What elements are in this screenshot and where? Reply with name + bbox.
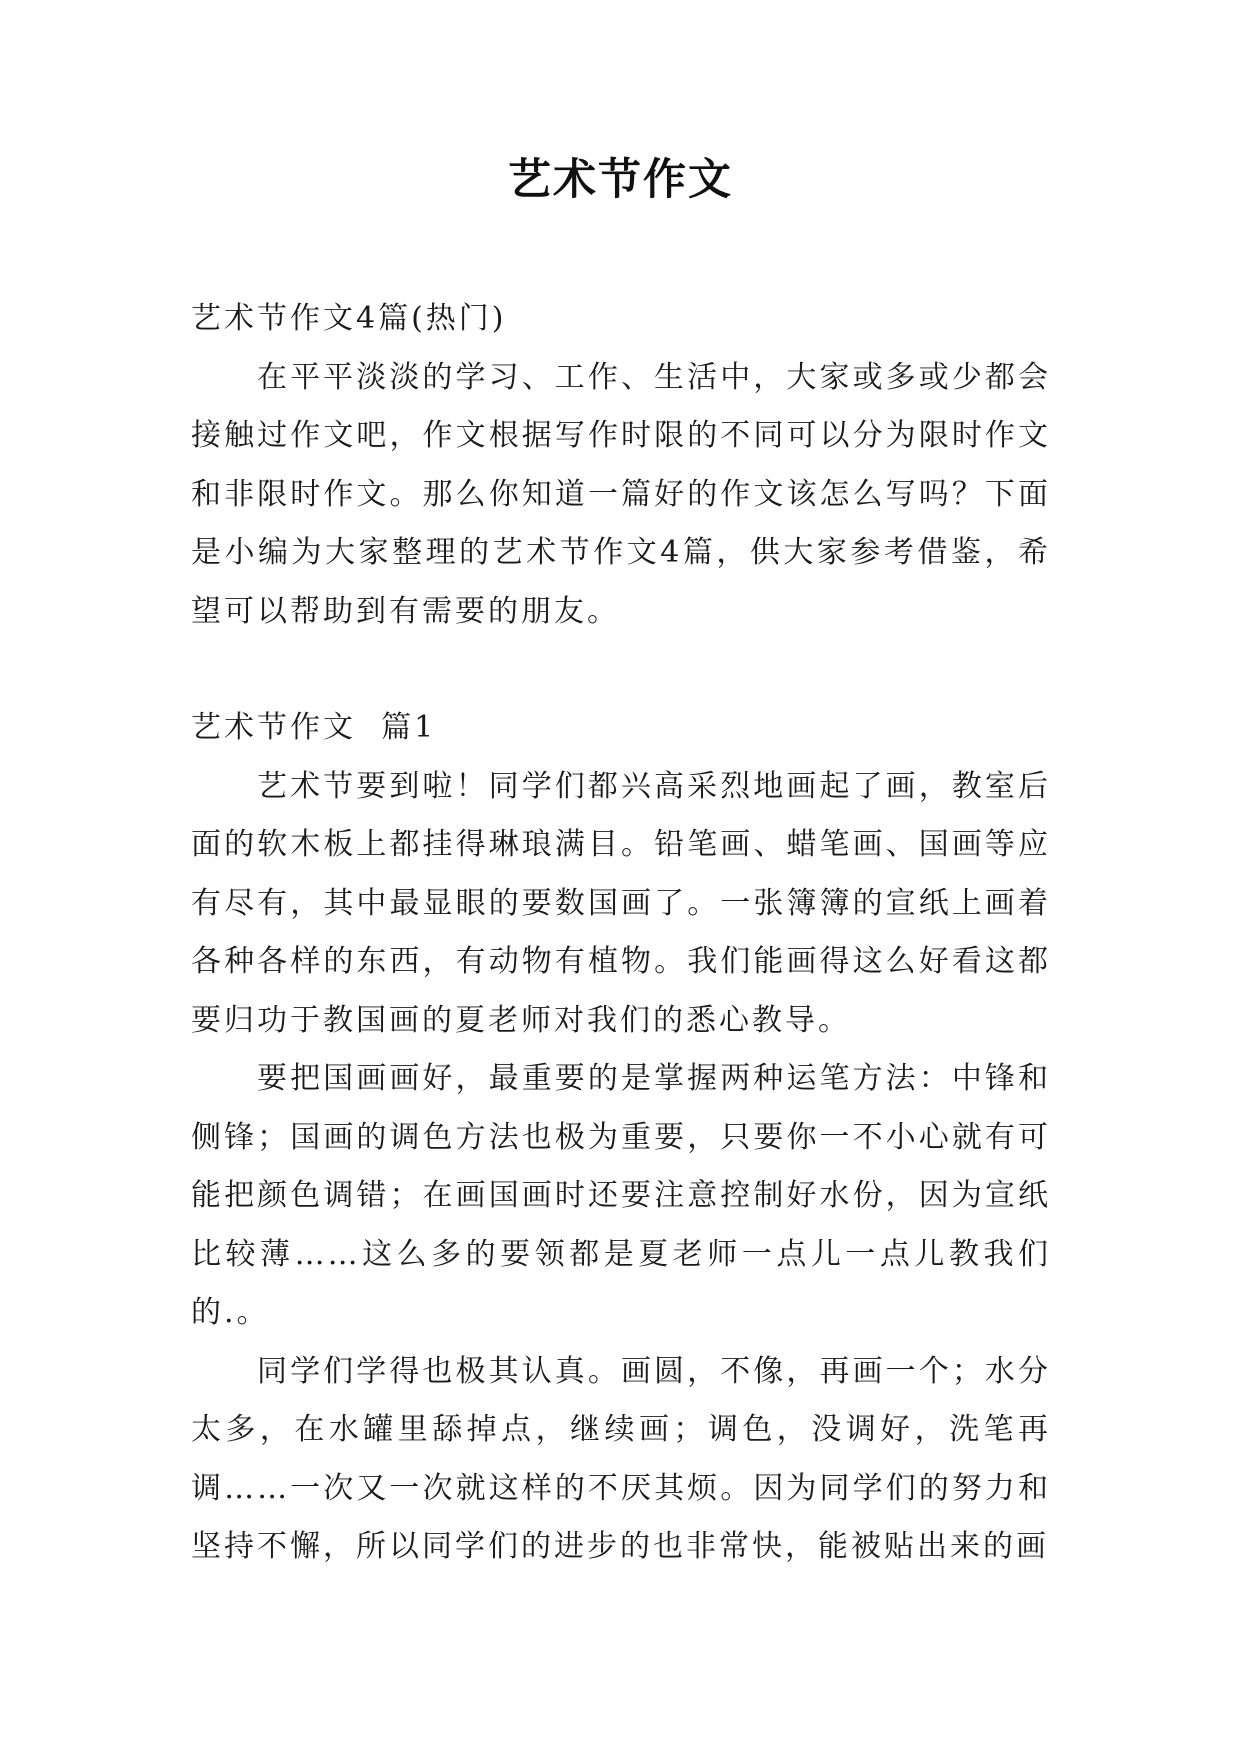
section-gap	[191, 641, 1051, 699]
body-paragraph: 同学们学得也极其认真。画圆，不像，再画一个；水分太多，在水罐里舔掉点，继续画；调色，没调好，洗笔再调……一次又一次就这样的不厌其烦。因为同学们的努力和坚持不懈，所以同学们的进步的也非常快，能被贴出来的画	[191, 1353, 1051, 1564]
intro-paragraph: 在平平淡淡的学习、工作、生活中，大家或多或少都会接触过作文吧，作文根据写作时限的不同可以分为限时作文和非限时作文。那么你知道一篇好的作文该怎么写吗？下面是小编为大家整理的艺术节作文4篇，供大家参考借鉴，希望可以帮助到有需要的朋友。	[191, 359, 1051, 629]
body-paragraph: 要把国画画好，最重要的是掌握两种运笔方法：中锋和侧锋；国画的调色方法也极为重要，只要你一不小心就有可能把颜色调错；在画国画时还要注意控制好水份，因为宣纸比较薄……这么多的要领都是夏老师一点儿一点儿教我们的.。	[191, 1061, 1051, 1330]
document-title: 艺术节作文	[508, 155, 733, 205]
body-paragraph: 艺术节要到啦！同学们都兴高采烈地画起了画，教室后面的软木板上都挂得琳琅满目。铅笔画、蜡笔画、国画等应有尽有，其中最显眼的要数国画了。一张簿簿的宣纸上画着各种各样的东西，有动物有植物。我们能画得这么好看这都要归功于教国画的夏老师对我们的悉心教导。	[191, 768, 1051, 1038]
document-body	[191, 290, 1051, 1577]
document-subtitle: 艺术节作文4篇(热门)	[191, 301, 507, 336]
section-heading: 艺术节作文 篇1	[191, 710, 437, 745]
